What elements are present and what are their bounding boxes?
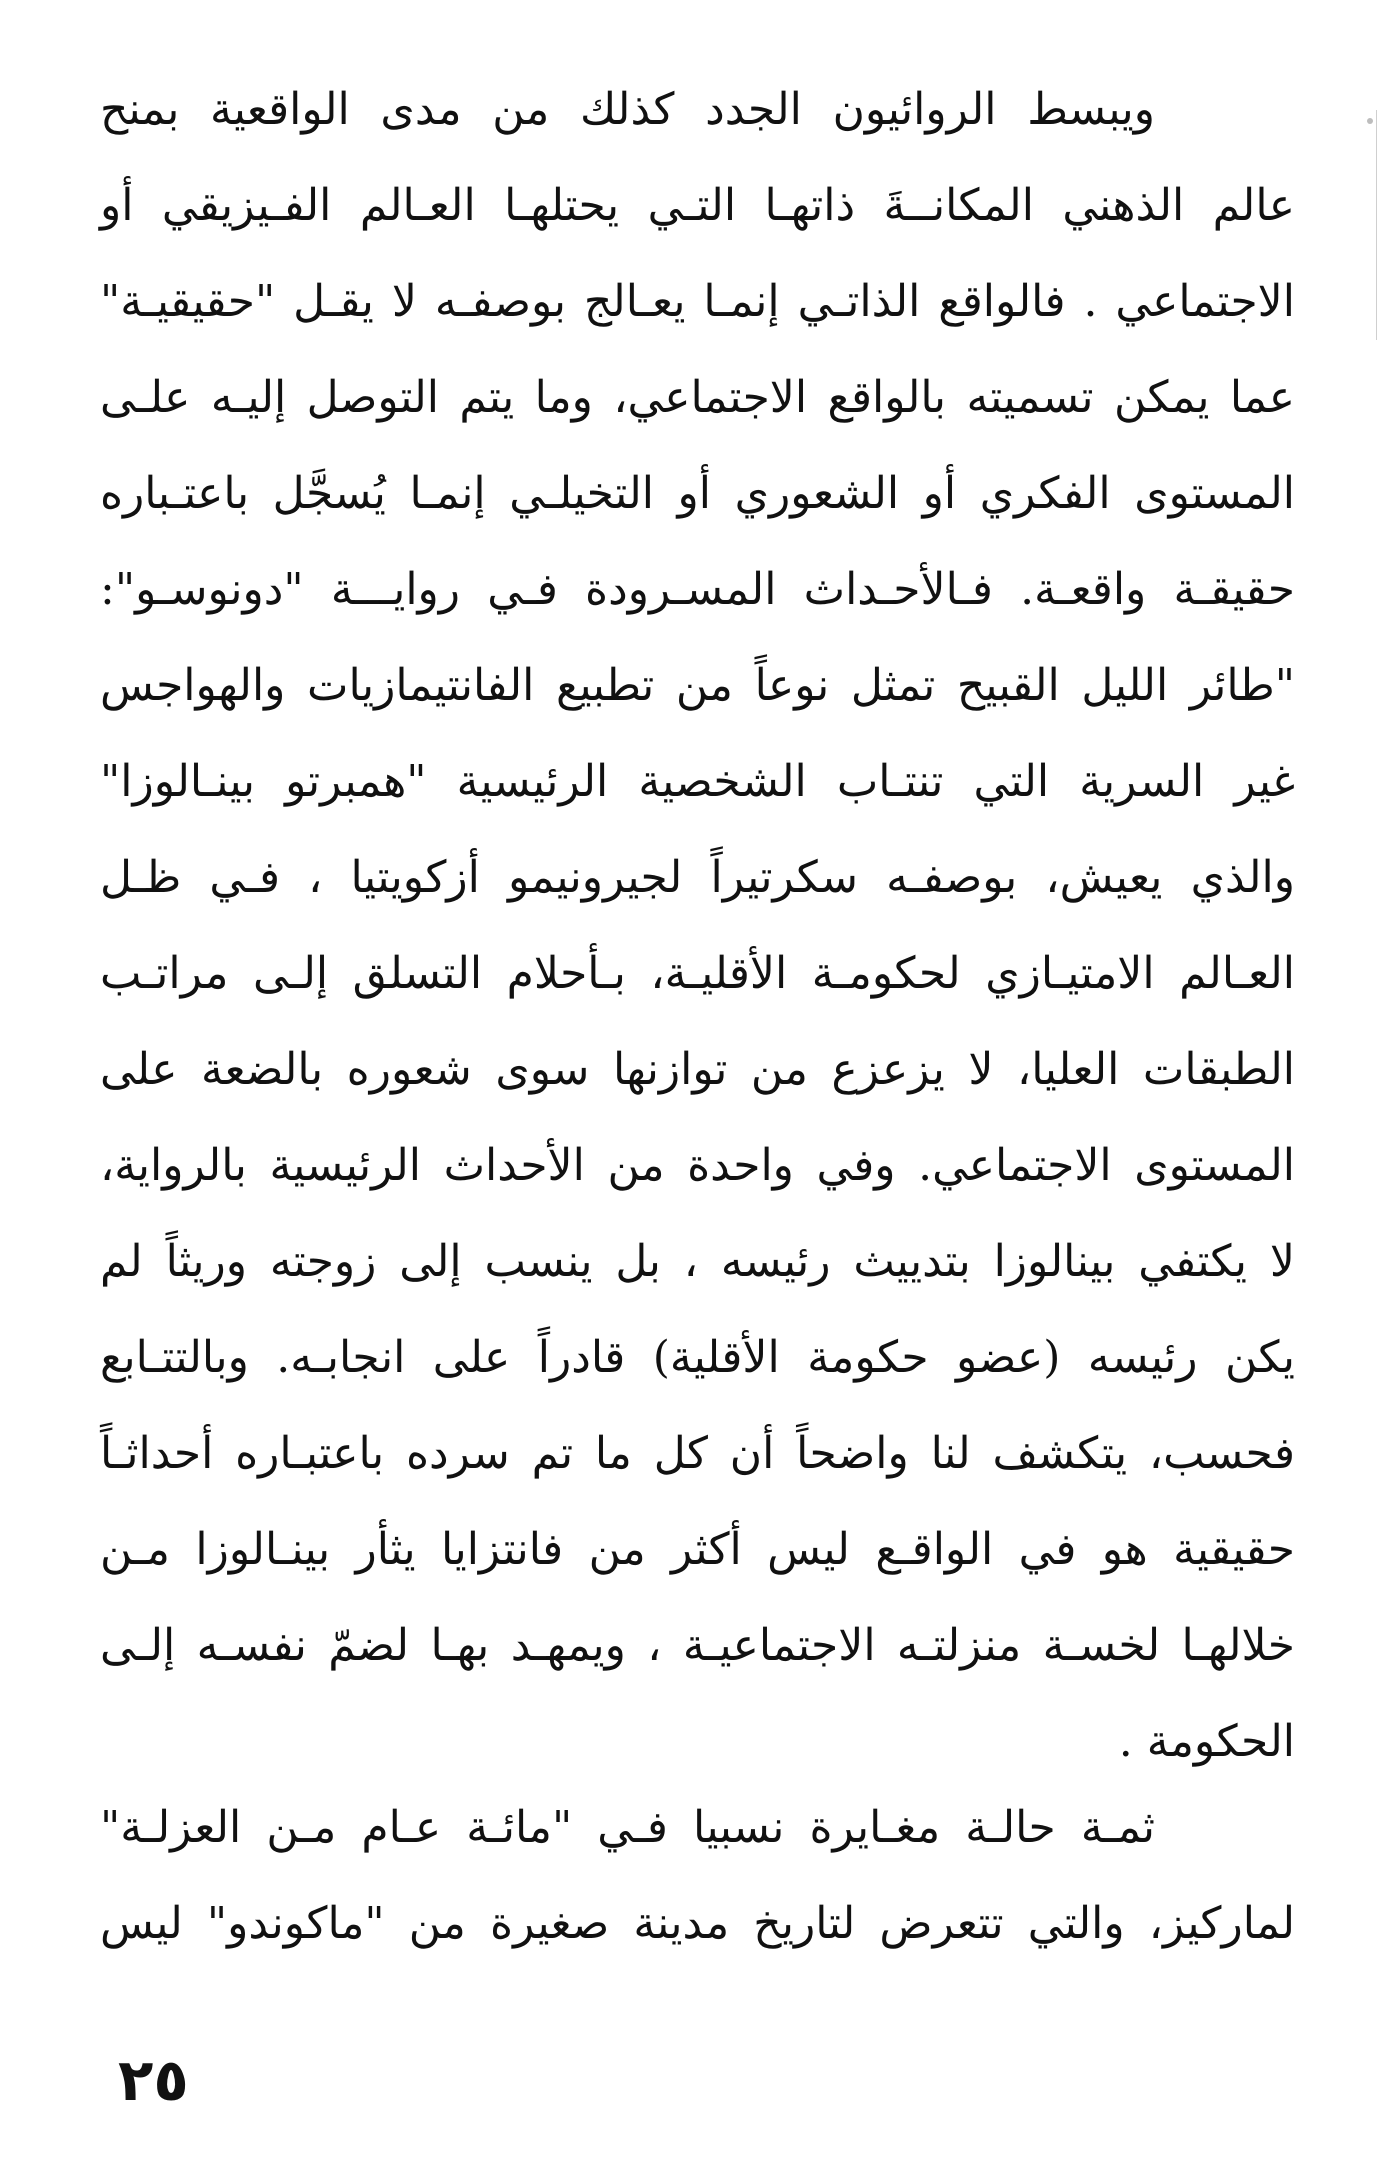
text-line: عما يمكن تسميته بالواقع الاجتماعي، وما يتم التوصل إليـه علـى (100, 372, 1295, 423)
page-number: ٢٥ (118, 2046, 189, 2114)
text-line: حقيقـة واقعـة. فـالأحـداث المسـرودة فـي روايـــة "دونوسـو": (100, 564, 1295, 615)
page-edge-mark (1367, 118, 1373, 124)
text-line: حقيقية هو في الواقـع ليس أكثر من فانتزايا يثأر بينـالوزا مـن (100, 1524, 1295, 1575)
text-line: عالم الذهني المكانــةَ ذاتهـا التـي يحتلهـا العـالم الفـيزيقي أو (100, 180, 1295, 231)
paragraph-2 (100, 1780, 1295, 1972)
text-line: غير السرية التي تنتـاب الشخصية الرئيسية "همبرتو بينـالوزا" (100, 756, 1295, 807)
text-line: لماركيز، والتي تتعرض لتاريخ مدينة صغيرة من "ماكوندو" ليس (100, 1898, 1295, 1949)
text-line: "طائر الليل القبيح تمثل نوعاً من تطبيع الفانتيمازيات والهواجس (100, 660, 1295, 711)
text-line: الحكومة . (1118, 1716, 1295, 1767)
text-line: الاجتماعي . فالواقع الذاتـي إنمـا يعـالج بوصفـه لا يقـل "حقيقيـة" (100, 276, 1295, 327)
text-line: ثمـة حالـة مغـايرة نسبيا فـي "مائـة عـام مـن العزلـة" (100, 1802, 1155, 1853)
text-line: العـالم الامتيـازي لحكومـة الأقليـة، بـأحلام التسلق إلـى مراتـب (100, 948, 1295, 999)
text-line: المستوى الفكري أو الشعوري أو التخيلـي إنمـا يُسجَّل باعتـباره (100, 468, 1295, 519)
text-line: يكن رئيسه (عضو حكومة الأقلية) قادراً على انجابـه. وبالتتـابع (100, 1332, 1295, 1383)
text-line: ويبسط الروائيون الجدد كذلك من مدى الواقعية بمنح (100, 84, 1155, 135)
text-line: فحسب، يتكشف لنا واضحاً أن كل ما تم سرده باعتبـاره أحداثـاً (100, 1428, 1295, 1479)
text-line: والذي يعيش، بوصفـه سكرتيراً لجيرونيمو أزكويتيا ، فـي ظـل (100, 852, 1295, 903)
text-line: خلالهـا لخسـة منزلتـه الاجتماعيـة ، ويمهـد بهـا لضمّ نفسـه إلـى (100, 1620, 1295, 1671)
text-line: الطبقات العليا، لا يزعزع من توازنها سوى شعوره بالضعة على (100, 1044, 1295, 1095)
paragraph-1 (100, 62, 1295, 1790)
page-edge-line (1376, 110, 1377, 340)
text-line: لا يكتفي بينالوزا بتدييث رئيسه ، بل ينسب إلى زوجته وريثاً لم (100, 1236, 1295, 1287)
text-line: المستوى الاجتماعي. وفي واحدة من الأحداث الرئيسية بالرواية، (100, 1140, 1295, 1191)
